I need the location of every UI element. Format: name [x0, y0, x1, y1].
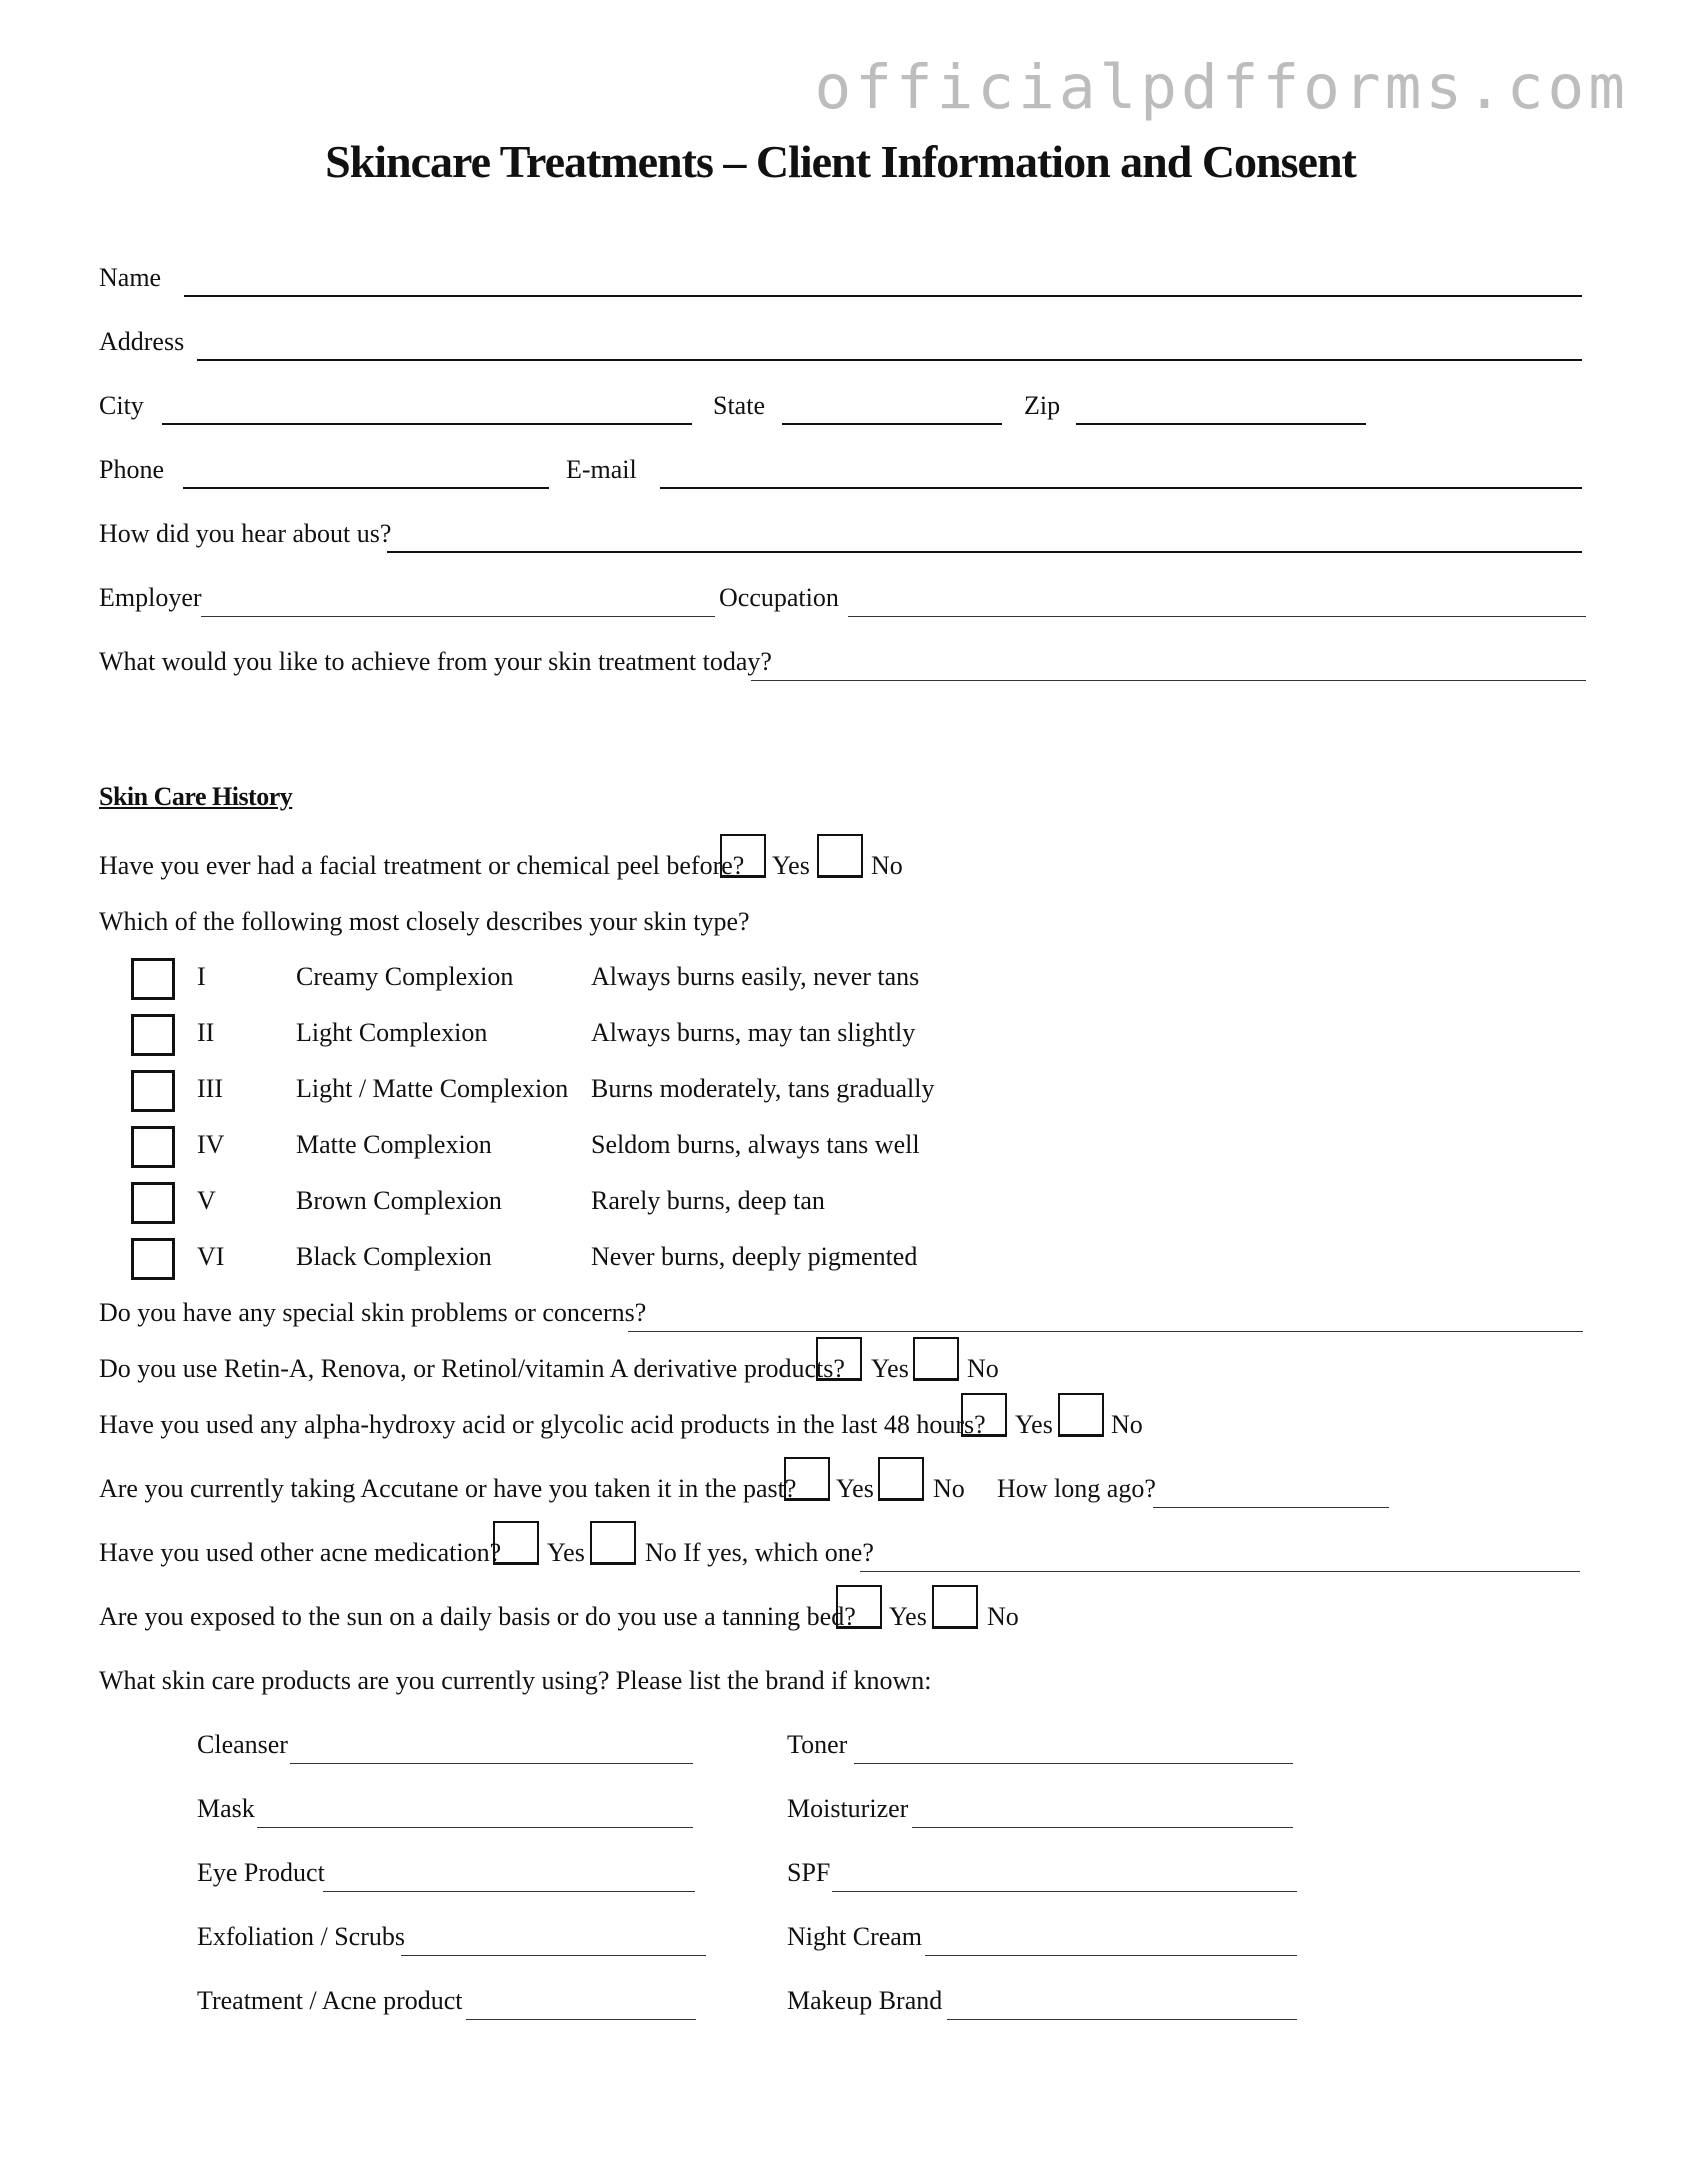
- skin-type-complexion: Brown Complexion: [296, 1186, 502, 1215]
- phone-field[interactable]: [183, 487, 549, 489]
- retin-no-checkbox[interactable]: [913, 1337, 959, 1381]
- aha-yes-label: Yes: [1015, 1410, 1053, 1439]
- skin-type-complexion: Creamy Complexion: [296, 962, 514, 991]
- product-field[interactable]: [257, 1827, 693, 1828]
- aha-yes-checkbox[interactable]: [961, 1393, 1007, 1437]
- q-sun: Are you exposed to the sun on a daily basis or do you use a tanning bed?: [99, 1602, 856, 1631]
- hear-row: [99, 519, 1582, 559]
- address-row: [99, 327, 1582, 367]
- accutane-yes-checkbox[interactable]: [784, 1457, 830, 1501]
- skin-type-num: I: [197, 962, 206, 991]
- skin-type-checkbox[interactable]: [131, 1014, 175, 1056]
- address-label: Address: [99, 327, 185, 356]
- skin-type-desc: Always burns, may tan slightly: [591, 1018, 916, 1047]
- skin-type-num: III: [197, 1074, 223, 1103]
- how-long-field[interactable]: [1153, 1507, 1389, 1508]
- employer-row: [99, 583, 1582, 623]
- employer-label: Employer: [99, 583, 202, 612]
- email-label: E-mail: [566, 455, 637, 484]
- product-label: Cleanser: [197, 1730, 288, 1759]
- aha-no-checkbox[interactable]: [1058, 1393, 1104, 1437]
- q-retin: Do you use Retin-A, Renova, or Retinol/vitamin A derivative products?: [99, 1354, 845, 1383]
- phone-label: Phone: [99, 455, 164, 484]
- skin-type-complexion: Light Complexion: [296, 1018, 488, 1047]
- address-field[interactable]: [197, 359, 1582, 361]
- product-field[interactable]: [854, 1763, 1293, 1764]
- skin-type-complexion: Black Complexion: [296, 1242, 492, 1271]
- acne-yes-label: Yes: [547, 1538, 585, 1567]
- retin-yes-checkbox[interactable]: [816, 1337, 862, 1381]
- occupation-label: Occupation: [719, 583, 839, 612]
- achieve-label: What would you like to achieve from your skin treatment today?: [99, 647, 772, 676]
- acne-yes-checkbox[interactable]: [493, 1521, 539, 1565]
- product-label: Makeup Brand: [787, 1986, 943, 2015]
- skin-type-num: V: [197, 1186, 216, 1215]
- name-label: Name: [99, 263, 162, 292]
- skin-type-checkbox[interactable]: [131, 1070, 175, 1112]
- sun-yes-label: Yes: [889, 1602, 927, 1631]
- how-long-label: How long ago?: [997, 1474, 1156, 1503]
- skin-type-desc: Always burns easily, never tans: [591, 962, 920, 991]
- skin-type-checkbox[interactable]: [131, 1182, 175, 1224]
- q-problems: Do you have any special skin problems or concerns?: [99, 1298, 647, 1327]
- product-label: Night Cream: [787, 1922, 923, 1951]
- q-facial: Have you ever had a facial treatment or chemical peel before?: [99, 851, 745, 880]
- zip-field[interactable]: [1076, 423, 1366, 425]
- city-label: City: [99, 391, 144, 420]
- sun-no-label: No: [987, 1602, 1019, 1631]
- q-products: What skin care products are you currently using? Please list the brand if known:: [99, 1666, 932, 1695]
- facial-yes-label: Yes: [772, 851, 810, 880]
- product-field[interactable]: [925, 1955, 1297, 1956]
- acne-no-checkbox[interactable]: [590, 1521, 636, 1565]
- retin-no-label: No: [967, 1354, 999, 1383]
- sun-no-checkbox[interactable]: [932, 1585, 978, 1629]
- accutane-no-checkbox[interactable]: [878, 1457, 924, 1501]
- facial-no-checkbox[interactable]: [817, 834, 863, 878]
- achieve-row: [99, 647, 1582, 687]
- product-label: Eye Product: [197, 1858, 325, 1887]
- skin-type-desc: Seldom burns, always tans well: [591, 1130, 920, 1159]
- product-label: Toner: [787, 1730, 848, 1759]
- acne-which-field[interactable]: [860, 1571, 1580, 1572]
- accutane-no-label: No: [933, 1474, 965, 1503]
- acne-no-label: No If yes, which one?: [645, 1538, 874, 1567]
- problems-field[interactable]: [628, 1331, 1583, 1332]
- aha-no-label: No: [1111, 1410, 1143, 1439]
- hear-label: How did you hear about us?: [99, 519, 392, 548]
- product-label: Moisturizer: [787, 1794, 909, 1823]
- skin-type-num: II: [197, 1018, 215, 1047]
- product-label: Exfoliation / Scrubs: [197, 1922, 405, 1951]
- skin-type-complexion: Matte Complexion: [296, 1130, 492, 1159]
- form-title: Skincare Treatments – Client Information and Consent: [325, 136, 1356, 187]
- email-field[interactable]: [660, 487, 1582, 489]
- product-field[interactable]: [290, 1763, 693, 1764]
- city-field[interactable]: [162, 423, 692, 425]
- product-field[interactable]: [912, 1827, 1293, 1828]
- q-aha: Have you used any alpha-hydroxy acid or glycolic acid products in the last 48 hours?: [99, 1410, 986, 1439]
- name-field[interactable]: [184, 295, 1582, 297]
- product-field[interactable]: [323, 1891, 695, 1892]
- q-accutane: Are you currently taking Accutane or have you taken it in the past?: [99, 1474, 797, 1503]
- product-label: Mask: [197, 1794, 255, 1823]
- q-acne: Have you used other acne medication?: [99, 1538, 502, 1567]
- product-label: Treatment / Acne product: [197, 1986, 463, 2015]
- section-heading: Skin Care History: [99, 782, 293, 811]
- product-field[interactable]: [947, 2019, 1297, 2020]
- product-field[interactable]: [466, 2019, 696, 2020]
- skin-type-num: VI: [197, 1242, 225, 1271]
- phone-row: [99, 455, 1582, 495]
- skin-type-checkbox[interactable]: [131, 1126, 175, 1168]
- accutane-yes-label: Yes: [836, 1474, 874, 1503]
- facial-no-label: No: [871, 851, 903, 880]
- hear-field[interactable]: [387, 551, 1582, 553]
- product-field[interactable]: [832, 1891, 1297, 1892]
- employer-field[interactable]: [201, 616, 715, 617]
- facial-yes-checkbox[interactable]: [720, 834, 766, 878]
- name-row: [99, 263, 1582, 303]
- product-label: SPF: [787, 1858, 831, 1887]
- zip-label: Zip: [1024, 391, 1061, 420]
- skin-type-checkbox[interactable]: [131, 1238, 175, 1280]
- skin-type-desc: Burns moderately, tans gradually: [591, 1074, 935, 1103]
- skin-type-complexion: Light / Matte Complexion: [296, 1074, 569, 1103]
- city-row: [99, 391, 1582, 431]
- occupation-field[interactable]: [848, 616, 1586, 617]
- q-skintype: Which of the following most closely describes your skin type?: [99, 907, 750, 936]
- skin-type-desc: Rarely burns, deep tan: [591, 1186, 825, 1215]
- skin-type-desc: Never burns, deeply pigmented: [591, 1242, 918, 1271]
- state-label: State: [713, 391, 765, 420]
- watermark: officialpdfforms.com: [814, 52, 1629, 123]
- achieve-field[interactable]: [751, 680, 1586, 681]
- skin-type-checkbox[interactable]: [131, 958, 175, 1000]
- skin-type-num: IV: [197, 1130, 225, 1159]
- product-field[interactable]: [401, 1955, 706, 1956]
- sun-yes-checkbox[interactable]: [836, 1585, 882, 1629]
- state-field[interactable]: [782, 423, 1002, 425]
- retin-yes-label: Yes: [871, 1354, 909, 1383]
